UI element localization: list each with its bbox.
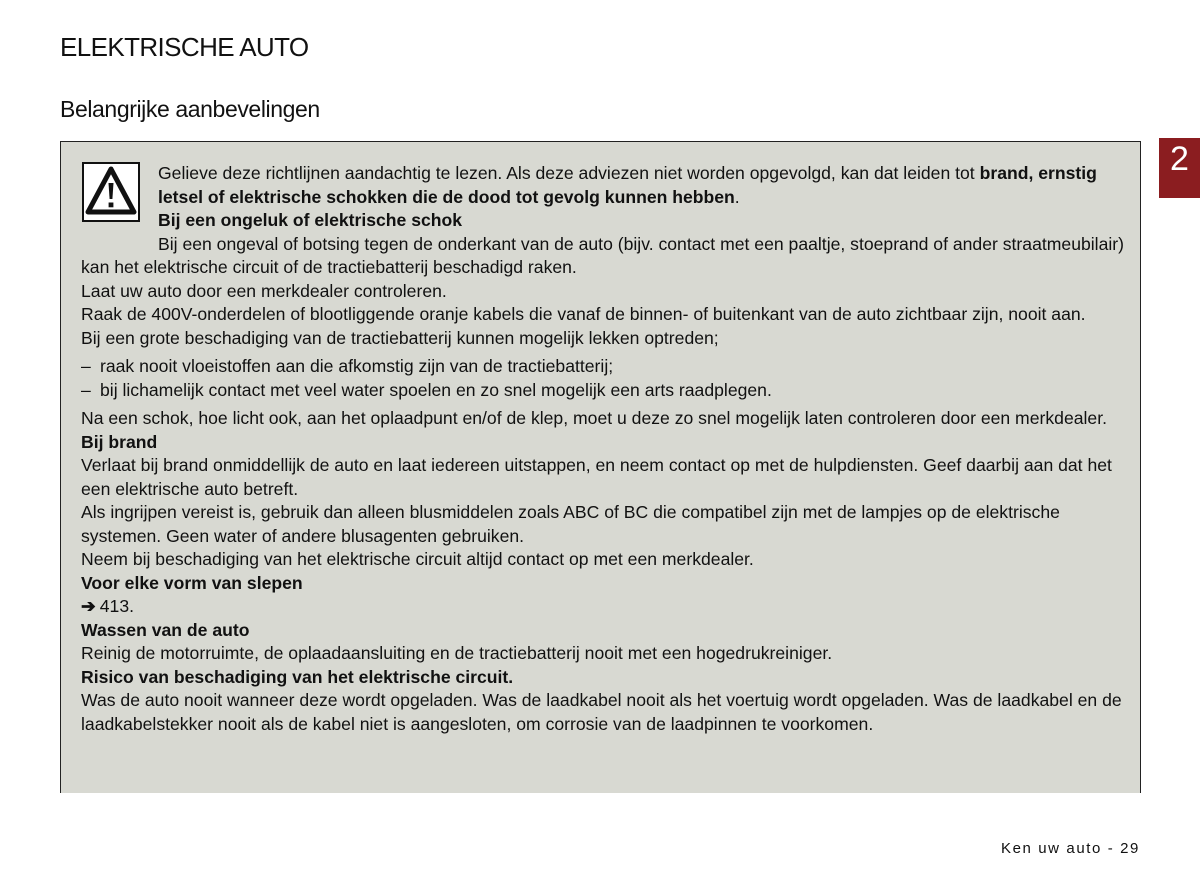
list-item: – raak nooit vloeistoffen aan die afkomstig zijn van de tractiebatterij; — [81, 355, 1126, 379]
page-title: ELEKTRISCHE AUTO — [60, 32, 309, 62]
fire-paragraph-3: Neem bij beschadiging van het elektrische circuit altijd contact op met een merkdealer. — [81, 549, 754, 569]
page-reference: 413. — [99, 596, 134, 616]
leak-instructions-list — [81, 355, 1126, 402]
intro-text: Gelieve deze richtlijnen aandachtig te lezen. Als deze adviezen niet worden opgevolgd, kan dat leiden tot — [158, 163, 980, 183]
fire-paragraph-2: Als ingrijpen vereist is, gebruik dan alleen blusmiddelen zoals ABC of BC die compatibel zijn met de lampjes op de elektrische systemen. Geen water of andere blusagenten gebruiken. — [81, 502, 1060, 546]
damage-paragraph: Was de auto nooit wanneer deze wordt opgeladen. Was de laadkabel nooit als het voertuig wordt opgeladen. Was de laadkabel en de laadkabelstekker nooit als de kabel niet is aangesloten, om corrosie van de laadpinnen te voorkomen. — [81, 690, 1122, 734]
intro-warning-bold: brand, ernstig letsel of elektrische schokken die de dood tot gevolg kunnen hebben — [158, 163, 1097, 207]
accident-paragraph-4: Bij een grote beschadiging van de tractiebatterij kunnen mogelijk lekken optreden; — [81, 327, 719, 348]
towing-reference — [81, 595, 1126, 619]
damage-heading: Risico van beschadiging van het elektrische circuit. — [81, 666, 514, 687]
accident-heading: Bij een ongeluk of elektrische schok — [158, 210, 463, 230]
section-title: Belangrijke aanbevelingen — [60, 96, 320, 122]
accident-paragraph-3: Raak de 400V-onderdelen of blootliggende oranje kabels die vanaf de binnen- of buitenkant van de auto zichtbaar zijn, nooit aan. — [81, 304, 1086, 324]
towing-heading: Voor elke vorm van slepen — [81, 572, 303, 593]
accident-paragraph-1: Bij een ongeval of botsing tegen de onderkant van de auto (bijv. contact met een paaltje, stoeprand of ander straatmeubilair) kan het elektrische circuit of de tractiebatterij beschadigd raken. — [81, 233, 1124, 277]
washing-paragraph: Reinig de motorruimte, de oplaadaansluiting en de tractiebatterij nooit met een hogedrukreiniger. — [81, 643, 833, 663]
fire-heading: Bij brand — [81, 431, 158, 452]
intro-end: . — [734, 186, 740, 207]
fire-paragraph-1: Verlaat bij brand onmiddellijk de auto en laat iedereen uitstappen, en neem contact op met de hulpdiensten. Geef daarbij aan dat het een elektrische auto betreft. — [81, 455, 1112, 499]
chapter-tab: 2 — [1159, 138, 1200, 198]
intro-paragraph — [81, 162, 1126, 209]
warning-triangle-icon — [82, 162, 140, 222]
list-item: – bij lichamelijk contact met veel water spoelen en zo snel mogelijk een arts raadplegen. — [81, 379, 1126, 403]
accident-paragraph-5: Na een schok, hoe licht ook, aan het oplaadpunt en/of de klep, moet u deze zo snel mogelijk laten controleren door een merkdealer. — [81, 408, 1107, 428]
arrow-right-icon: ➔ — [81, 596, 96, 616]
accident-paragraph-2: Laat uw auto door een merkdealer controleren. — [81, 280, 447, 301]
warning-box — [60, 141, 1141, 793]
washing-heading: Wassen van de auto — [81, 619, 250, 640]
page-footer: Ken uw auto - 29 — [1000, 840, 1140, 857]
